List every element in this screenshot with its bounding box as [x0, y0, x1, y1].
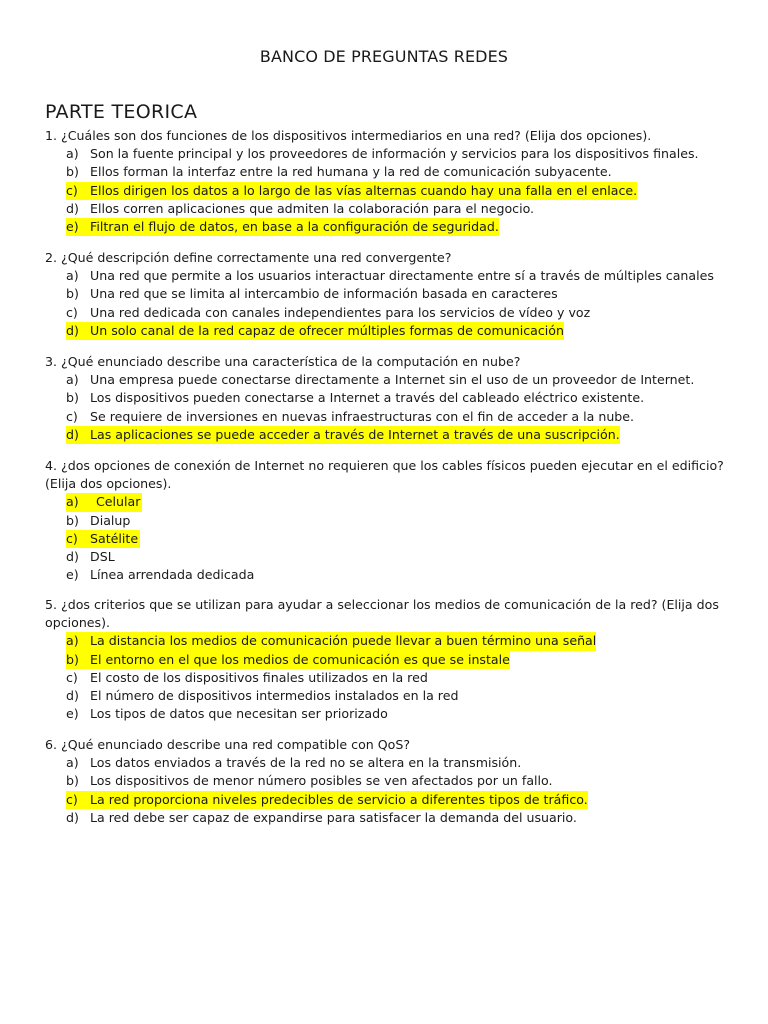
option-text: Ellos corren aplicaciones que admiten la colaboración para el negocio. [90, 200, 535, 216]
answer-option-highlighted [45, 322, 735, 340]
option-label: c) [66, 669, 78, 685]
answer-option [45, 389, 735, 407]
question-block [45, 457, 735, 584]
answer-option-highlighted [45, 530, 735, 548]
option-label: b) [66, 651, 79, 667]
answer-option-highlighted [45, 426, 735, 444]
option-text: Ellos forman la interfaz entre la red humana y la red de comunicación subyacente. [90, 164, 612, 180]
answer-option [45, 548, 735, 566]
option-label: d) [66, 548, 79, 564]
question-text: 2. ¿Qué descripción define correctamente una red convergente? [45, 250, 452, 265]
option-label: d) [66, 687, 79, 703]
option-label: d) [66, 426, 79, 442]
option-label: e) [66, 218, 79, 234]
answer-option [45, 285, 735, 303]
answer-option [45, 267, 735, 285]
question-block [45, 249, 735, 340]
question-text: 5. ¿dos criterios que se utilizan para ayudar a seleccionar los medios de comunicación de la red? (Elija dos opciones). [45, 597, 719, 631]
question-text: 4. ¿dos opciones de conexión de Internet no requieren que los cables físicos pueden ejecutar en el edificio? (Elija dos opciones). [45, 458, 724, 492]
answer-option [45, 772, 735, 790]
option-label: a) [66, 268, 79, 284]
option-label: b) [66, 512, 79, 528]
answer-option [45, 669, 735, 687]
option-text: Una red dedicada con canales independientes para los servicios de vídeo y voz [90, 304, 591, 320]
option-label: e) [66, 567, 79, 583]
answer-option-highlighted [45, 493, 735, 511]
option-text: Satélite [90, 530, 139, 546]
option-label: a) [66, 755, 79, 771]
option-text: Dialup [90, 512, 131, 528]
answer-option [45, 304, 735, 322]
option-text: Una empresa puede conectarse directamente a Internet sin el uso de un proveedor de Internet. [90, 372, 695, 388]
answer-option [45, 687, 735, 705]
answer-option-highlighted [45, 791, 735, 809]
option-label: c) [66, 791, 78, 807]
option-label: d) [66, 200, 79, 216]
option-text: Los tipos de datos que necesitan ser priorizado [90, 706, 388, 722]
option-label: c) [66, 182, 78, 198]
option-label: e) [66, 706, 79, 722]
option-label: b) [66, 390, 79, 406]
question-block [45, 127, 735, 236]
answer-option [45, 512, 735, 530]
answer-option [45, 809, 735, 827]
option-label: a) [66, 372, 79, 388]
option-text: Los datos enviados a través de la red no se altera en la transmisión. [90, 755, 522, 771]
option-text: Filtran el flujo de datos, en base a la configuración de seguridad. [90, 218, 499, 234]
option-label: c) [66, 530, 78, 546]
option-text: La distancia los medios de comunicación puede llevar a buen término una señal [90, 633, 597, 649]
answer-option-highlighted [45, 632, 735, 650]
option-text: Una red que permite a los usuarios interactuar directamente entre sí a través de múltiples canales [90, 268, 714, 284]
option-label: b) [66, 286, 79, 302]
option-text: Un solo canal de la red capaz de ofrecer múltiples formas de comunicación [90, 322, 564, 338]
question-block [45, 596, 735, 723]
question-text: 6. ¿Qué enunciado describe una red compatible con QoS? [45, 737, 411, 752]
answer-option [45, 163, 735, 181]
answer-option [45, 200, 735, 218]
answer-option [45, 145, 735, 163]
option-text: Son la fuente principal y los proveedores de información y servicios para los dispositivos finales. [90, 146, 699, 162]
option-text: El entorno en el que los medios de comunicación es que se instale [90, 651, 510, 667]
option-text: Ellos dirigen los datos a lo largo de las vías alternas cuando hay una falla en el enlace. [90, 182, 638, 198]
option-text: Celular [96, 494, 141, 510]
answer-option-highlighted [45, 182, 735, 200]
question-block [45, 353, 735, 444]
answer-option [45, 408, 735, 426]
option-label: c) [66, 304, 78, 320]
question-block [45, 736, 735, 827]
option-label: d) [66, 809, 79, 825]
option-label: a) [66, 633, 79, 649]
section-heading: PARTE TEORICA [45, 101, 198, 123]
option-text: La red proporciona niveles predecibles de servicio a diferentes tipos de tráfico. [90, 791, 588, 807]
option-text: Los dispositivos de menor número posibles se ven afectados por un fallo. [90, 773, 553, 789]
answer-option [45, 371, 735, 389]
answer-option-highlighted [45, 651, 735, 669]
answer-option-highlighted [45, 218, 735, 236]
answer-option [45, 566, 735, 584]
option-label: b) [66, 773, 79, 789]
option-text: Las aplicaciones se puede acceder a través de Internet a través de una suscripción. [90, 426, 620, 442]
option-text: DSL [90, 548, 115, 564]
option-text: Línea arrendada dedicada [90, 567, 255, 583]
option-text: El número de dispositivos intermedios instalados en la red [90, 687, 459, 703]
answer-option [45, 705, 735, 723]
document-title: BANCO DE PREGUNTAS REDES [259, 47, 509, 66]
question-text: 3. ¿Qué enunciado describe una característica de la computación en nube? [45, 354, 521, 369]
option-label: b) [66, 164, 79, 180]
option-label: a) [66, 494, 79, 510]
option-label: c) [66, 408, 78, 424]
option-text: El costo de los dispositivos finales utilizados en la red [90, 669, 428, 685]
option-label: d) [66, 322, 79, 338]
question-text: 1. ¿Cuáles son dos funciones de los dispositivos intermediarios en una red? (Elija dos opciones). [45, 128, 652, 143]
option-label: a) [66, 146, 79, 162]
option-text: La red debe ser capaz de expandirse para satisfacer la demanda del usuario. [90, 809, 577, 825]
answer-option [45, 754, 735, 772]
option-text: Una red que se limita al intercambio de información basada en caracteres [90, 286, 558, 302]
option-text: Los dispositivos pueden conectarse a Internet a través del cableado eléctrico existente. [90, 390, 645, 406]
option-text: Se requiere de inversiones en nuevas infraestructuras con el fin de acceder a la nube. [90, 408, 635, 424]
